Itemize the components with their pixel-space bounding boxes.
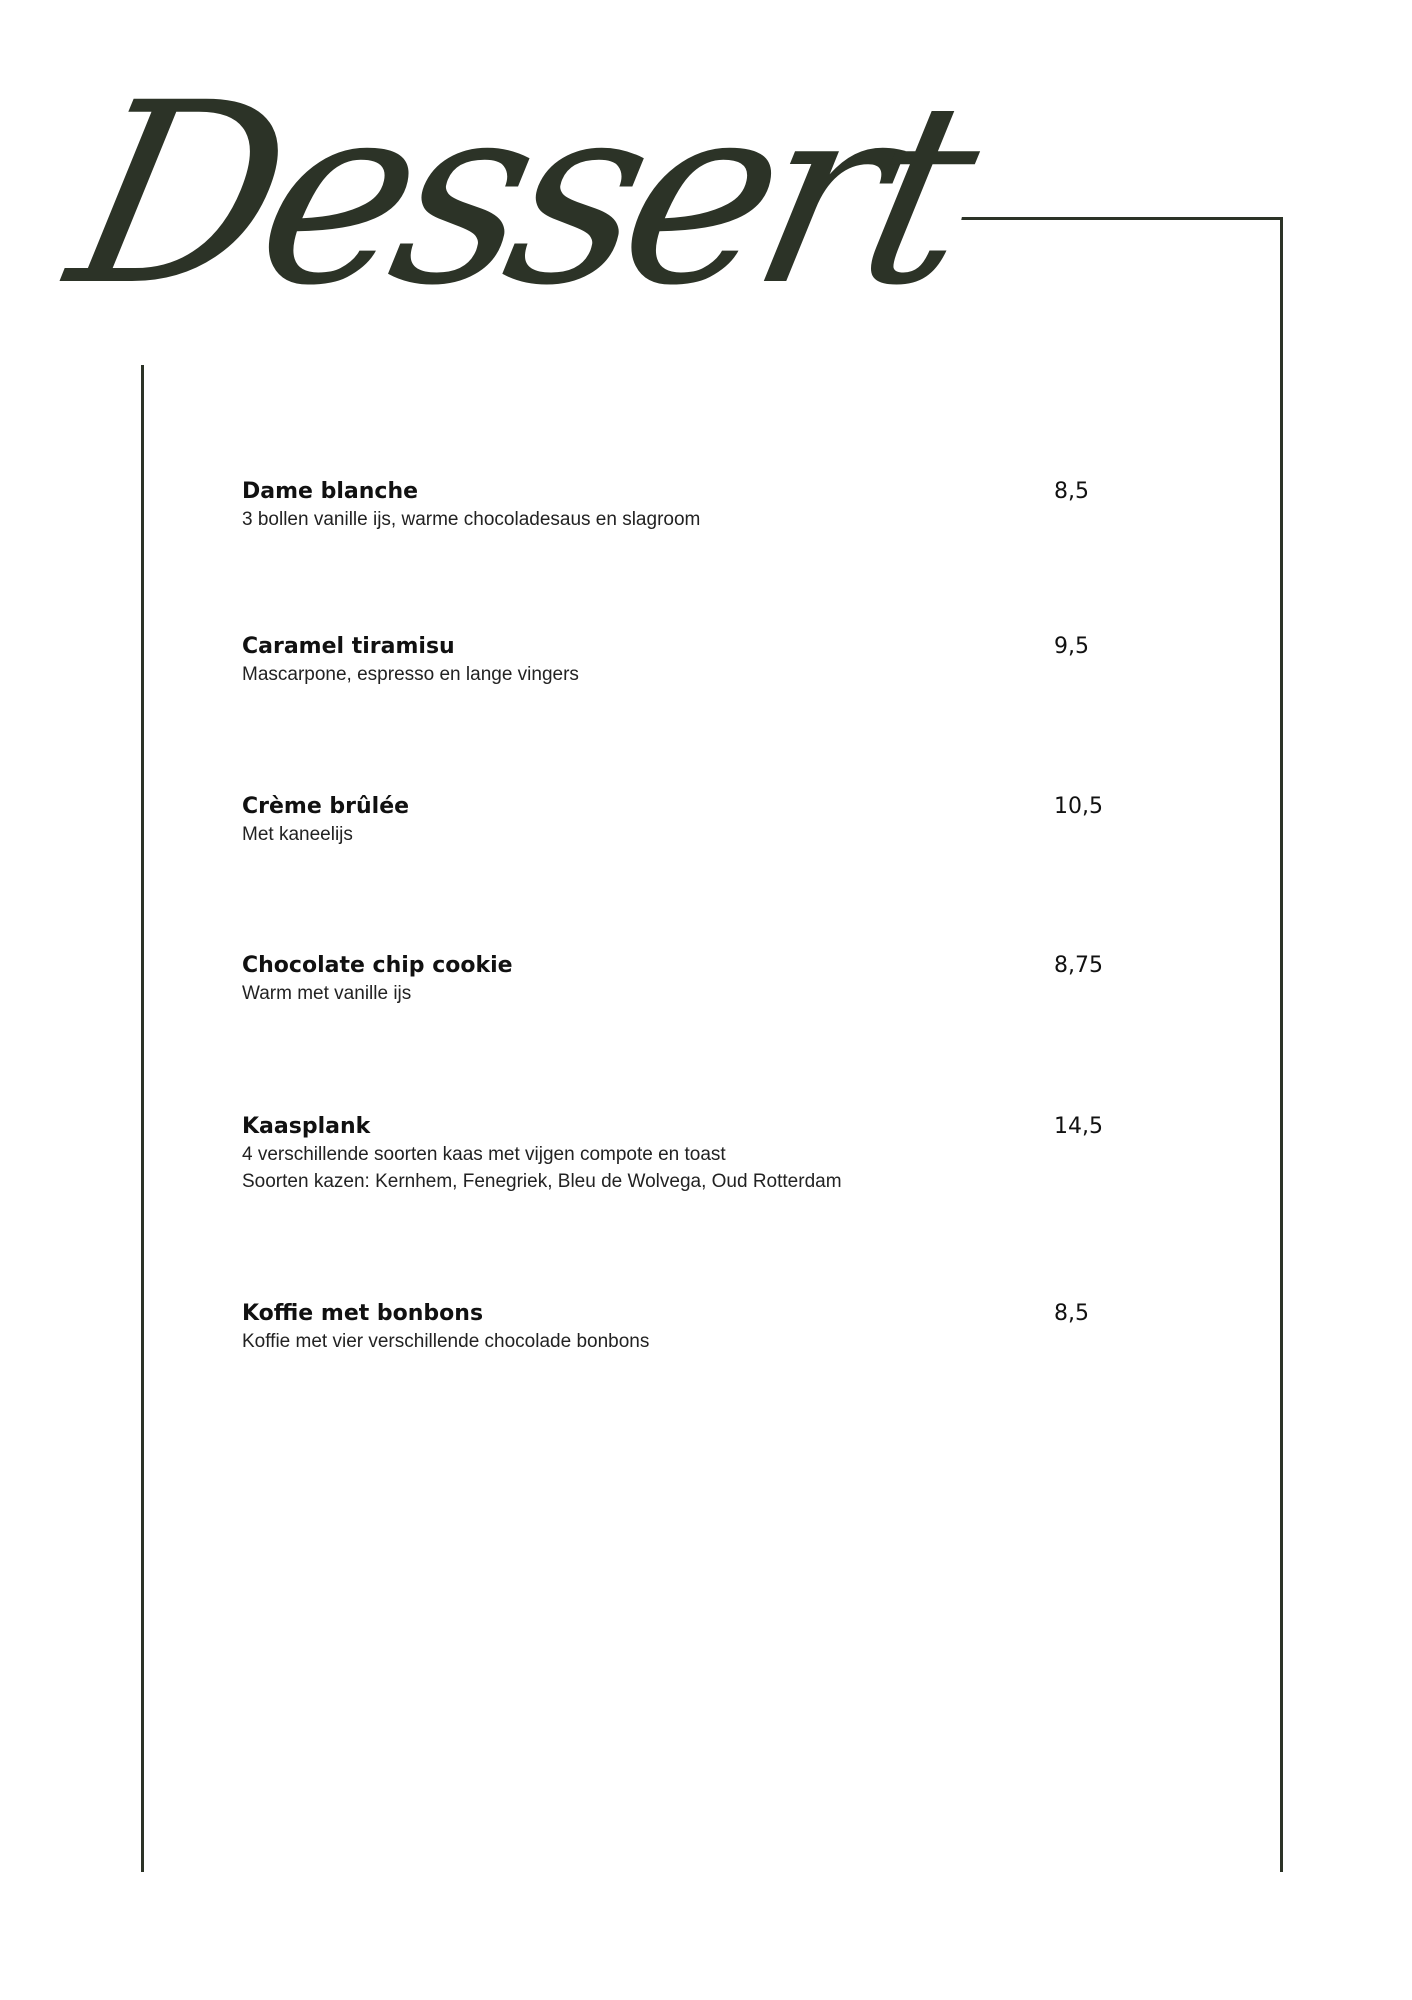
item-description: Mascarpone, espresso en lange vingers (242, 664, 579, 685)
menu-item-kaasplank (242, 1113, 1142, 1195)
item-price: 9,5 (1054, 634, 1089, 659)
item-description: 4 verschillende soorten kaas met vijgen compote en toast (242, 1144, 726, 1165)
item-name: Kaasplank (242, 1114, 371, 1139)
item-price: 8,75 (1054, 953, 1103, 978)
item-price: 8,5 (1054, 479, 1089, 504)
item-name: Koffie met bonbons (242, 1301, 484, 1326)
item-price: 10,5 (1054, 794, 1103, 819)
menu-item-chocolate-chip-cookie (242, 952, 1142, 1007)
item-description: Warm met vanille ijs (242, 983, 412, 1004)
item-description: Met kaneelijs (242, 824, 353, 845)
item-price: 8,5 (1054, 1301, 1089, 1326)
menu-item-caramel-tiramisu (242, 633, 1142, 688)
frame-left-border (141, 365, 144, 1872)
item-description-cheeses: Soorten kazen: Kernhem, Fenegriek, Bleu de Wolvega, Oud Rotterdam (242, 1171, 842, 1192)
menu-item-creme-brulee (242, 793, 1142, 848)
menu-item-koffie-met-bonbons (242, 1300, 1142, 1355)
item-price: 14,5 (1054, 1114, 1103, 1139)
item-name: Caramel tiramisu (242, 634, 455, 659)
item-name: Chocolate chip cookie (242, 953, 513, 978)
frame-right-border (1280, 217, 1283, 1872)
item-description: 3 bollen vanille ijs, warme chocoladesaus en slagroom (242, 509, 701, 530)
item-name: Crème brûlée (242, 794, 410, 819)
item-name: Dame blanche (242, 479, 419, 504)
page-title: Dessert (55, 70, 993, 320)
menu-item-dame-blanche (242, 478, 1142, 533)
item-description: Koffie met vier verschillende chocolade bonbons (242, 1331, 650, 1352)
